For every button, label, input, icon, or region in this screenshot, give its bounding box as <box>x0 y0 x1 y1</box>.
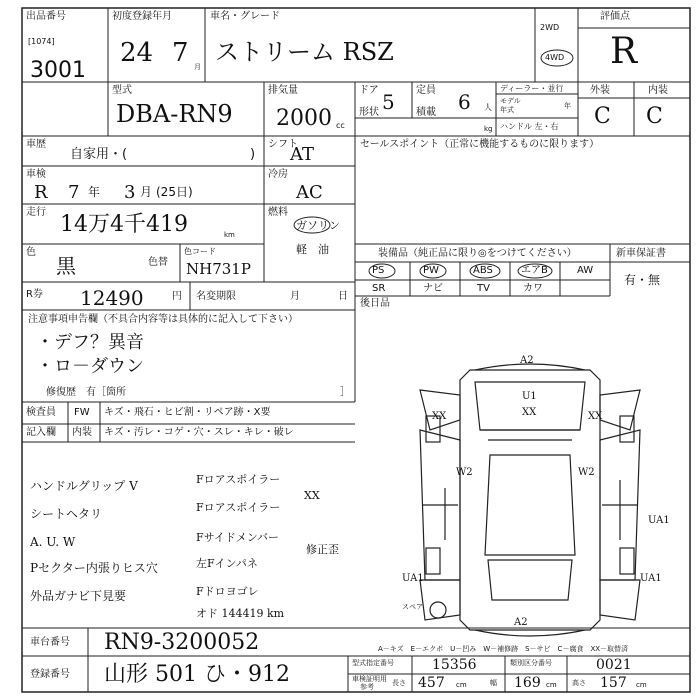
equipment-label: 装備品（純正品に限り◎をつけてください） <box>378 248 577 259</box>
equip-sr: SR <box>372 283 386 294</box>
diagram-legend: A－キズ E－エクボ U－凹み W－補修跡 S－サビ C－腐食 XX－取替済 <box>378 645 629 653</box>
repair-close: ］ <box>340 387 350 398</box>
length-value: 457 <box>418 675 445 691</box>
equip-abs: ABS <box>473 265 493 276</box>
hw-right-1: Fロアスポイラー <box>196 473 281 486</box>
mark-ua1-right: UA1 <box>640 573 662 584</box>
color-label: 色 <box>26 247 36 258</box>
recycle-label: R券 <box>26 289 43 300</box>
hw-left-1: ハンドルグリップ V <box>30 479 138 493</box>
mileage-label: 走行 <box>26 207 46 218</box>
lot-number: 3001 <box>30 58 86 83</box>
fuel-gas: ガソリン <box>296 219 340 232</box>
color-value: 黒 <box>56 254 76 278</box>
color-code-value: NH731P <box>186 260 251 278</box>
reg-year: 24 <box>120 38 154 68</box>
grade-label: 評価点 <box>600 11 630 22</box>
hw-right-5: Fドロヨゴレ <box>196 585 259 598</box>
width-label: 幅 <box>490 679 497 687</box>
recycle-value: 12490 <box>80 286 144 310</box>
model-year-label2: 年式 <box>500 106 514 114</box>
width-unit: cm <box>546 681 557 689</box>
equip-pw: PW <box>423 265 439 276</box>
displacement-label: 排気量 <box>268 85 298 96</box>
equip-aw: AW <box>577 265 594 276</box>
mark-ua1-right-top: UA1 <box>648 515 670 526</box>
doors-value: 5 <box>382 90 395 114</box>
lot-code: [1074] <box>28 37 55 46</box>
mark-w2-left: W2 <box>456 467 473 478</box>
shift-value: AT <box>290 144 315 165</box>
int-items-label: 内装 <box>72 427 92 438</box>
mark-a2-bottom: A2 <box>514 617 528 628</box>
notes-line2: ・ロ－ダウン <box>36 356 144 377</box>
capacity-label: 定員 <box>416 85 436 96</box>
displacement-unit: cc <box>336 121 345 130</box>
height-unit: cm <box>636 681 647 689</box>
chassis-value: RN9-3200052 <box>104 630 260 655</box>
model-cert-label: 型式指定番号 <box>352 659 394 667</box>
vehicle-cert-label: 車検証明用 <box>352 675 387 683</box>
fw-items: キズ・飛石・ヒビ割・リペア跡・X要 <box>104 407 271 418</box>
equip-ps: PS <box>372 265 385 276</box>
model-cert-value: 15356 <box>432 657 477 673</box>
model-value: DBA-RN9 <box>116 100 233 128</box>
drive-4wd: 4WD <box>545 53 565 62</box>
car-label: 車名・グレード <box>210 11 280 22</box>
dealer-label: ディーラー・並行 <box>500 84 564 93</box>
hw-left-2: シートヘタリ <box>30 507 103 521</box>
inspection-month: 3 <box>124 182 136 203</box>
car-name: ストリーム RSZ <box>215 38 394 66</box>
color-change-label: 色替 <box>148 257 168 268</box>
equip-tv: TV <box>477 283 490 294</box>
int-value: C <box>646 104 663 129</box>
load-unit: kg <box>484 125 493 133</box>
hw-right-2: Fロアスポイラー <box>196 501 281 514</box>
equip-leather: カワ <box>523 283 543 294</box>
model-label: 型式 <box>112 85 132 96</box>
ext-value: C <box>594 104 611 129</box>
capacity-value: 6 <box>458 90 471 114</box>
limit-day-unit: 日 <box>338 291 348 302</box>
int-items: キズ・汚レ・コゲ・穴・スレ・キレ・破レ <box>104 427 294 438</box>
reg-label: 初度登録年月 <box>112 11 172 22</box>
reg-month: 7 <box>172 38 189 68</box>
hw-right-6: オド 144419 km <box>196 607 285 620</box>
ext-label: 外装 <box>590 85 610 96</box>
history-value: 自家用・( <box>70 147 128 162</box>
hw-left-3: A. U. W <box>30 535 76 549</box>
inspection-label: 車検 <box>26 169 46 180</box>
limit-month-unit: 月 <box>290 291 300 302</box>
height-value: 157 <box>600 675 627 691</box>
displacement-value: 2000 <box>276 106 332 131</box>
fw-label: FW <box>74 407 90 418</box>
inspector-label2: 記入欄 <box>26 427 56 438</box>
handle-label: ハンドル 左・右 <box>500 122 559 131</box>
fuel-label: 燃料 <box>268 207 288 218</box>
inspection-year-unit: 年 <box>88 185 101 199</box>
drive-2wd: 2WD <box>540 23 560 32</box>
capacity-unit: 人 <box>484 103 492 112</box>
hw-note-repair: 修正歪 <box>306 543 339 556</box>
mark-a2-top: A2 <box>520 355 534 366</box>
mark-xx-left: XX <box>432 411 447 422</box>
equip-navi: ナビ <box>423 283 443 294</box>
load-label: 積載 <box>416 107 436 118</box>
class-value: 0021 <box>596 657 632 673</box>
mark-w2-right: W2 <box>578 467 595 478</box>
hw-left-5: 外品ガナビ下見要 <box>30 589 127 603</box>
plate-value: 山形 501 ひ・912 <box>104 662 290 687</box>
model-year-unit: 年 <box>564 102 571 110</box>
equip-airbag: エアB <box>521 265 548 276</box>
inspection-era: R <box>34 182 48 203</box>
mark-xx-right: XX <box>588 411 603 422</box>
warranty-value: 有・無 <box>624 273 661 287</box>
model-year-label1: モデル <box>500 97 521 105</box>
notes-line1: ・デフ？異音 <box>36 332 144 353</box>
hw-right-4: 左Fインパネ <box>196 557 258 570</box>
aircon-label: 冷房 <box>268 169 288 180</box>
length-label: 長さ <box>392 679 406 687</box>
warranty-label: 新車保証書 <box>616 248 666 259</box>
shift-label: シフト <box>268 139 298 150</box>
mark-u1: U1 <box>522 391 537 402</box>
length-unit: cm <box>456 681 467 689</box>
car-diagram <box>420 364 640 636</box>
hw-left-4: Pセクター内張りヒス穴 <box>30 561 158 575</box>
inspection-month-unit: 月 <box>140 185 153 199</box>
reg-month-unit: 月 <box>194 63 201 71</box>
ref-label: 参考 <box>360 683 374 691</box>
lot-label: 出品番号 <box>26 11 66 22</box>
inspection-year: 7 <box>68 182 80 203</box>
aircon-value: AC <box>296 182 323 203</box>
class-label: 類別区分番号 <box>510 659 552 667</box>
mark-xx-center: XX <box>522 407 537 418</box>
int-label: 内装 <box>648 85 668 96</box>
history-close: ) <box>250 147 256 162</box>
inspection-day: (25日) <box>156 185 193 199</box>
height-label: 高さ <box>572 679 586 687</box>
chassis-label: 車台番号 <box>30 637 70 648</box>
hw-note-xx: XX <box>304 489 320 502</box>
notes-label: 注意事項申告欄（不具合内容等は具体的に記入して下さい） <box>28 314 298 325</box>
recycle-unit: 円 <box>172 291 182 302</box>
rear-seat-label: 後日品 <box>360 298 390 309</box>
spare-label: スペア <box>402 603 423 611</box>
history-label: 車歴 <box>26 139 46 150</box>
doors-label: ドア <box>359 85 379 96</box>
shape-label: 形状 <box>359 107 379 118</box>
limit-label: 名変期限 <box>196 291 236 302</box>
width-value: 169 <box>514 675 541 691</box>
plate-label: 登録番号 <box>30 669 70 680</box>
grade-value: R <box>610 31 638 72</box>
color-code-label: 色コード <box>184 247 216 256</box>
mark-ua1-left: UA1 <box>402 573 424 584</box>
mileage-unit: km <box>224 231 235 239</box>
fuel-kei: 軽 油 <box>296 243 329 256</box>
inspector-label1: 検査員 <box>26 407 56 418</box>
hw-right-3: Fサイドメンバー <box>196 531 279 544</box>
sales-label: セールスポイント（正常に機能するものに限ります） <box>360 139 600 150</box>
mileage-value: 14万4千419 <box>60 212 188 237</box>
repair-label: 修復歴 有［箇所 <box>46 387 126 398</box>
